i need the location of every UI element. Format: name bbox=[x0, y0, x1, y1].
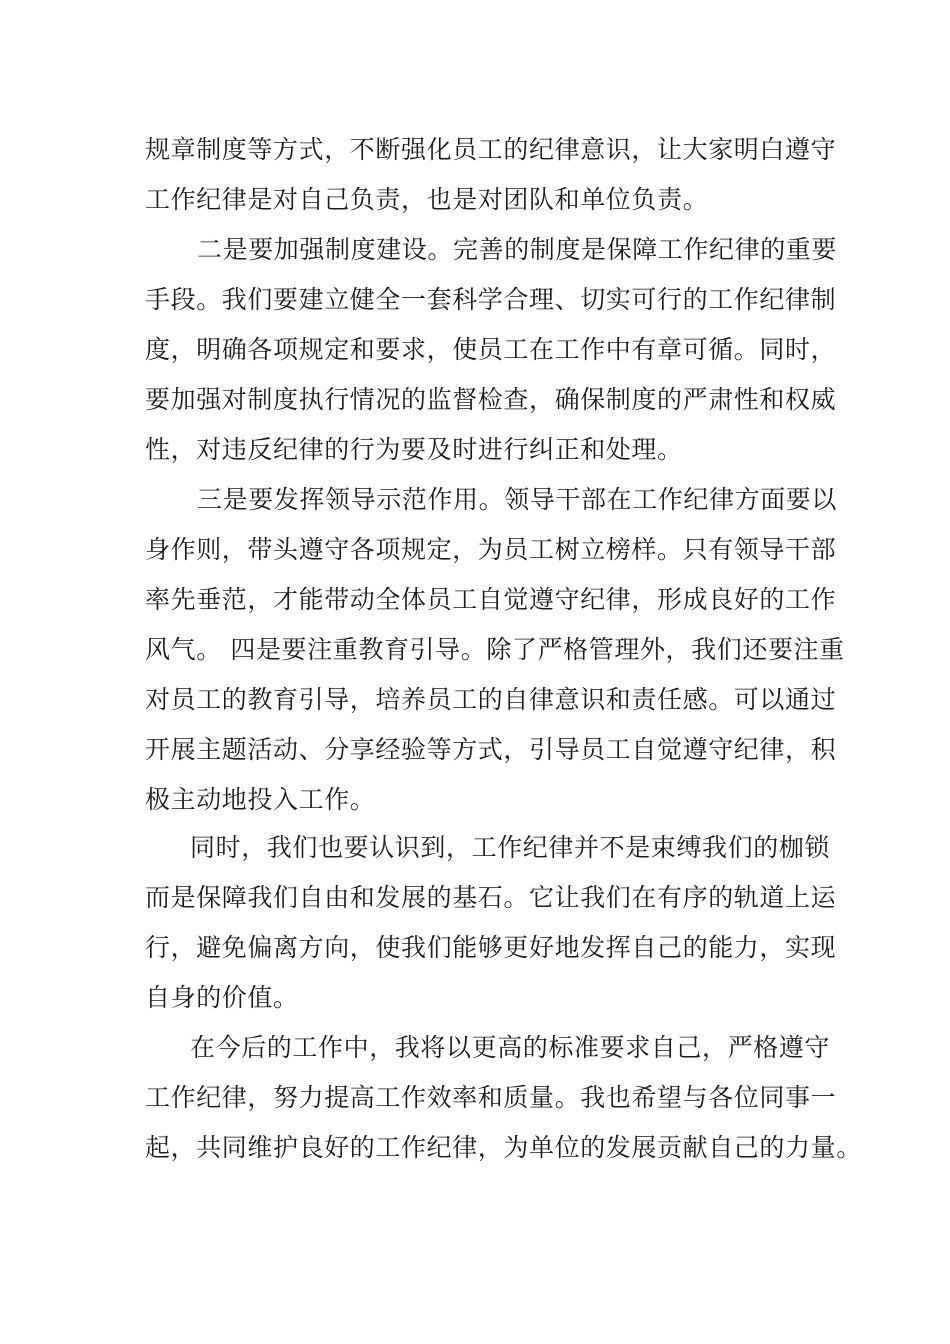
text-line: 要加强对制度执行情况的监督检查，确保制度的严肃性和权威 bbox=[145, 385, 837, 414]
paragraph-start-line: 在今后的工作中，我将以更高的标准要求自己，严格遵守 bbox=[190, 1033, 831, 1062]
paragraph-start-line: 二是要加强制度建设。完善的制度是保障工作纪律的重要 bbox=[197, 235, 838, 264]
text-line: 工作纪律是对自己负责，也是对团队和单位负责。 bbox=[145, 185, 709, 214]
paragraph-start-line: 同时，我们也要认识到，工作纪律并不是束缚我们的枷锁 bbox=[190, 833, 831, 862]
text-line: 对员工的教育引导，培养员工的自律意识和责任感。可以通过 bbox=[145, 685, 837, 714]
text-line: 自身的价值。 bbox=[145, 983, 299, 1012]
text-line: 手段。我们要建立健全一套科学合理、切实可行的工作纪律制 bbox=[145, 285, 837, 314]
text-line: 规章制度等方式，不断强化员工的纪律意识，让大家明白遵守 bbox=[145, 135, 837, 164]
text-line: 度，明确各项规定和要求，使员工在工作中有章可循。同时， bbox=[145, 335, 837, 364]
text-line: 身作则，带头遵守各项规定，为员工树立榜样。只有领导干部 bbox=[145, 535, 837, 564]
text-line: 风气。 四是要注重教育引导。除了严格管理外，我们还要注重 bbox=[145, 635, 845, 664]
text-line: 行，避免偏离方向，使我们能够更好地发挥自己的能力，实现 bbox=[145, 933, 837, 962]
text-line: 工作纪律，努力提高工作效率和质量。我也希望与各位同事一 bbox=[145, 1083, 837, 1112]
text-line: 而是保障我们自由和发展的基石。它让我们在有序的轨道上运 bbox=[145, 883, 837, 912]
text-line: 率先垂范，才能带动全体员工自觉遵守纪律，形成良好的工作 bbox=[145, 585, 837, 614]
text-line: 开展主题活动、分享经验等方式，引导员工自觉遵守纪律，积 bbox=[145, 735, 837, 764]
text-line: 极主动地投入工作。 bbox=[145, 785, 376, 814]
paragraph-start-line: 三是要发挥领导示范作用。领导干部在工作纪律方面要以 bbox=[197, 485, 838, 514]
text-line: 起，共同维护良好的工作纪律，为单位的发展贡献自己的力量。 bbox=[145, 1133, 862, 1162]
text-line: 性，对违反纪律的行为要及时进行纠正和处理。 bbox=[145, 435, 683, 464]
